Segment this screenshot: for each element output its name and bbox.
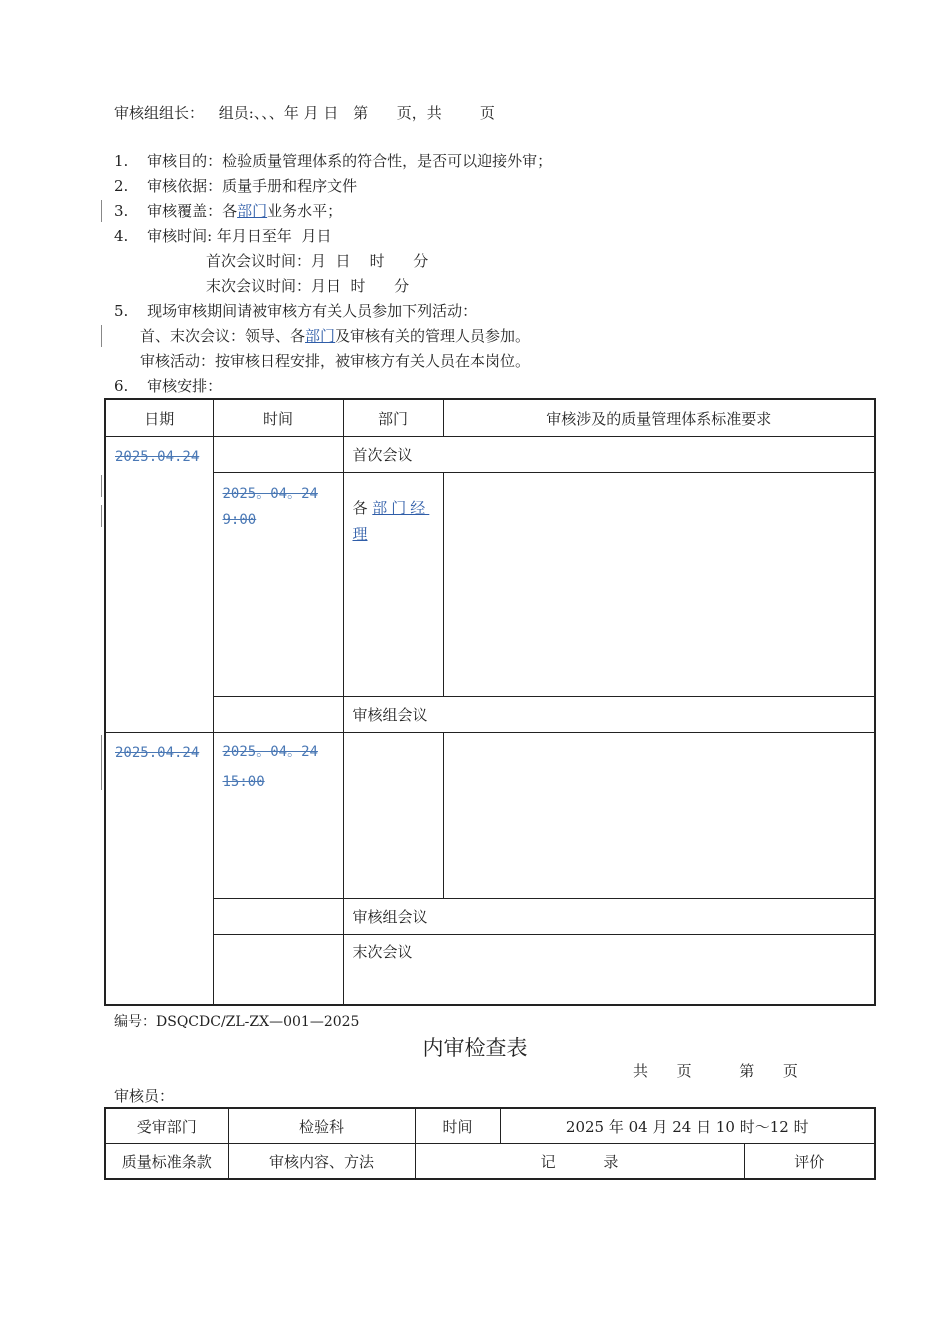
- item-text: 审核时间: 年月日至年 月日: [147, 227, 332, 245]
- item-text: 现场审核期间请被审核方有关人员参加下列活动：: [147, 302, 478, 320]
- item-5-activities: 审核活动：按审核日程安排，被审核方有关人员在本岗位。: [140, 352, 531, 370]
- table-row: [105, 899, 875, 935]
- item-5-meetings: [140, 326, 530, 346]
- time-cell: [213, 473, 343, 697]
- time-cell: [213, 899, 343, 935]
- item-number: 6.: [114, 377, 129, 395]
- item-6: [114, 376, 222, 396]
- table-row: [105, 733, 875, 899]
- time-cell: [213, 437, 343, 473]
- item-4: [114, 226, 331, 246]
- change-bar: [101, 735, 102, 790]
- check-title: 内审检查表: [422, 1036, 528, 1060]
- time-cell: [213, 697, 343, 733]
- check-table: [104, 1107, 876, 1180]
- group-meeting-cell: 审核组会议: [343, 899, 875, 935]
- item-3: [114, 201, 342, 221]
- col-clause: 质量标准条款: [105, 1144, 228, 1180]
- check-page-label: 共 页 第 页: [633, 1062, 798, 1080]
- col-record: 记 录: [415, 1144, 744, 1180]
- item-number: 1.: [114, 152, 129, 170]
- leader-label: 审核组组长：: [114, 104, 205, 122]
- date-cell: [105, 437, 213, 733]
- table-row: [105, 473, 875, 697]
- department-link[interactable]: 部门: [305, 327, 336, 345]
- dept-cell: [343, 733, 443, 899]
- table-row: [105, 935, 875, 1005]
- check-header-row: [105, 1144, 875, 1180]
- requirements-cell: [443, 733, 875, 899]
- check-info-row: [105, 1108, 875, 1144]
- dept-prefix: 各: [352, 499, 368, 517]
- header-line: [114, 102, 495, 123]
- dept-cell: [343, 473, 443, 697]
- time-value: 2025。04。24: [222, 486, 318, 502]
- item-text: 审核目的：检验质量管理体系的符合性，是否可以迎接外审；: [147, 152, 553, 170]
- department-link[interactable]: 部门: [237, 202, 268, 220]
- table-row: [105, 697, 875, 733]
- dept-value: 检验科: [228, 1108, 415, 1144]
- time-value: 2025 年 04 月 24 日 10 时～12 时: [500, 1108, 875, 1144]
- col-date: 日期: [105, 399, 213, 437]
- time-value: 2025。04。24: [222, 744, 318, 760]
- col-dept: 部门: [343, 399, 443, 437]
- requirements-cell: [443, 473, 875, 697]
- time-value: 15:00: [222, 774, 265, 790]
- first-meeting-time: 首次会议时间：月 日 时 分: [206, 252, 429, 270]
- date-value: 2025.04.24: [115, 745, 200, 761]
- table-row: [105, 437, 875, 473]
- dept-label: 受审部门: [105, 1108, 228, 1144]
- item-text: 审核覆盖：各: [147, 202, 238, 220]
- last-meeting-cell: 末次会议: [343, 935, 875, 1005]
- item-text: 审核依据：质量手册和程序文件: [147, 177, 358, 195]
- item-text: 业务水平；: [267, 202, 343, 220]
- auditor-label: 审核员：: [114, 1087, 175, 1105]
- first-meeting-cell: 首次会议: [343, 437, 875, 473]
- group-meeting-cell: 审核组会议: [343, 697, 875, 733]
- item-2: [114, 176, 357, 196]
- time-cell: [213, 733, 343, 899]
- time-cell: [213, 935, 343, 1005]
- item-1: [114, 151, 552, 171]
- time-label: 时间: [415, 1108, 500, 1144]
- schedule-table: [104, 398, 876, 1006]
- col-requirements: 审核涉及的质量管理体系标准要求: [443, 399, 875, 437]
- col-content: 审核内容、方法: [228, 1144, 415, 1180]
- schedule-header-row: [105, 399, 875, 437]
- item-number: 5.: [114, 302, 129, 320]
- col-time: 时间: [213, 399, 343, 437]
- members-label: 组员:、、、年 月 日: [218, 104, 339, 122]
- date-value: 2025.04.24: [115, 449, 200, 465]
- document-code: 编号：DSQCDC/ZL-ZX—001—2025: [114, 1014, 360, 1030]
- change-bar: [101, 325, 102, 347]
- department-manager-link[interactable]: 部门经: [372, 499, 430, 517]
- item-text: 首、末次会议：领导、各: [140, 327, 306, 345]
- change-bar: [101, 505, 102, 527]
- last-meeting-time: 末次会议时间：月日 时 分: [206, 277, 410, 295]
- item-text: 及审核有关的管理人员参加。: [335, 327, 531, 345]
- item-text: 审核安排：: [147, 377, 223, 395]
- date-cell: [105, 733, 213, 1005]
- item-number: 2.: [114, 177, 129, 195]
- item-number: 3.: [114, 202, 129, 220]
- item-number: 4.: [114, 227, 129, 245]
- change-bar: [101, 475, 102, 497]
- change-bar: [101, 200, 102, 222]
- time-value: 9:00: [222, 512, 257, 528]
- item-5: [114, 301, 477, 321]
- department-manager-link[interactable]: 理: [352, 525, 368, 543]
- col-eval: 评价: [744, 1144, 875, 1180]
- page-label: 第 页，共 页: [353, 104, 495, 122]
